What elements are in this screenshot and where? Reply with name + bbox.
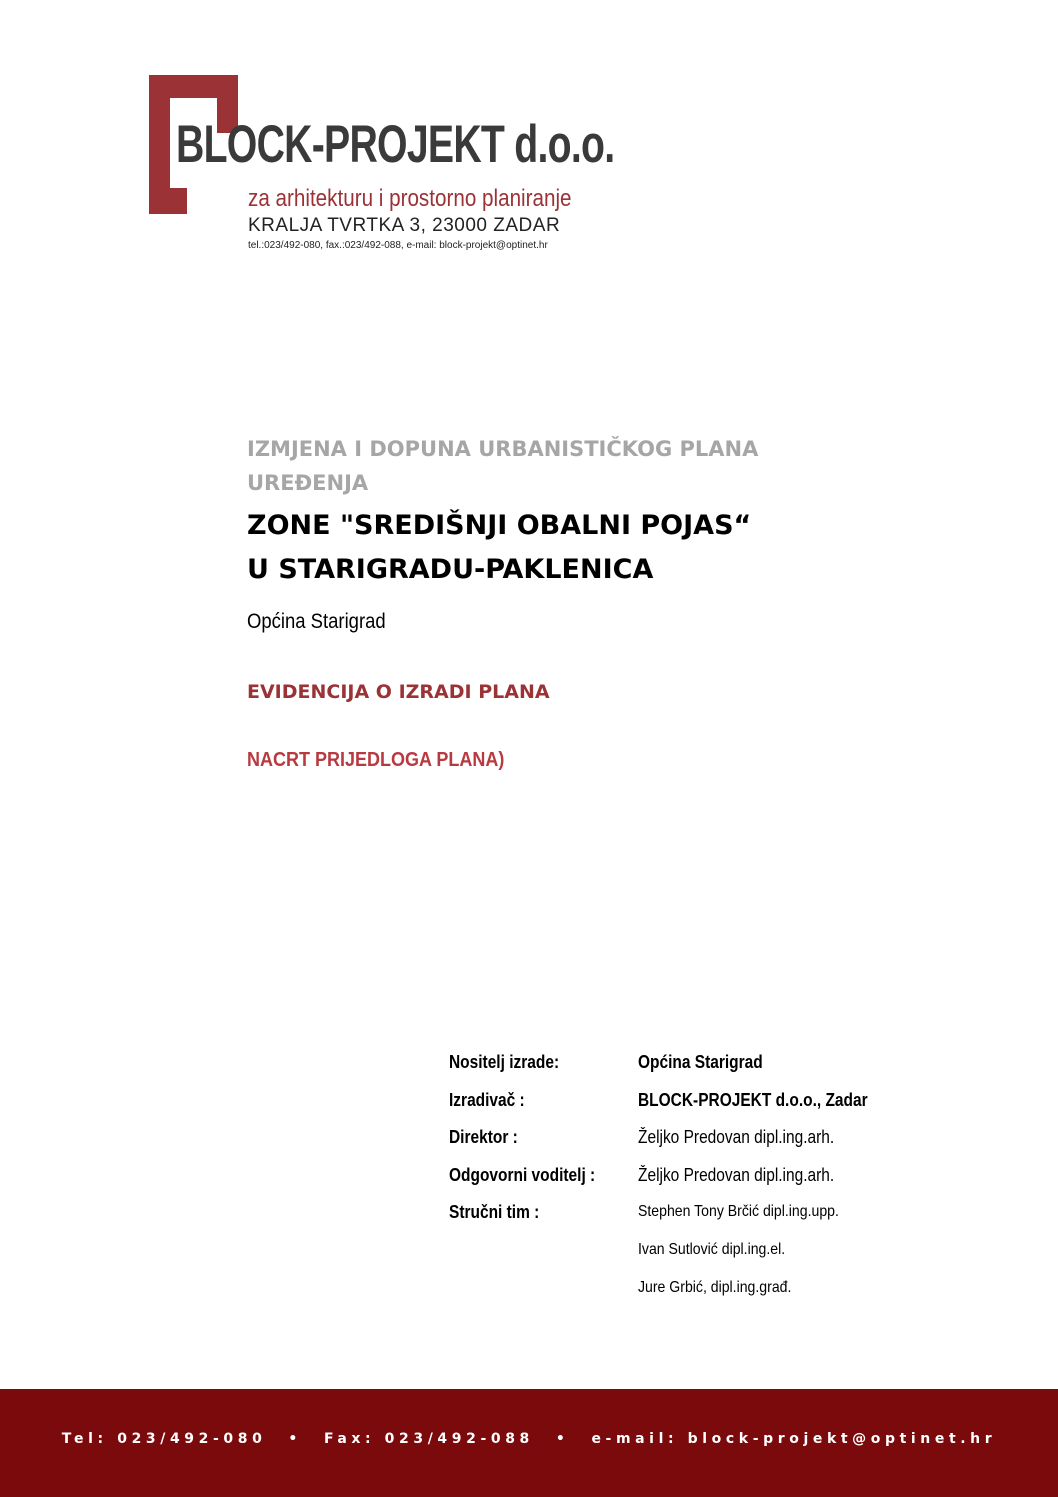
project-info-table: [449, 1048, 1009, 1311]
plan-main-line-1: ZONE "SREDIŠNJI OBALNI POJAS“: [247, 510, 752, 541]
municipality-name: Općina Starigrad: [247, 610, 386, 633]
info-label-maker: Izradivač :: [449, 1089, 525, 1110]
logo-contact-line: tel.:023/492-080, fax.:023/492-088, e-mail: block-projekt@optinet.hr: [248, 240, 548, 251]
footer-bar: [0, 1389, 1058, 1497]
info-label-director: Direktor :: [449, 1127, 518, 1148]
footer-separator: •: [288, 1431, 302, 1447]
info-row-maker: [449, 1086, 1009, 1124]
info-row-team-3: [449, 1274, 1009, 1312]
document-phase-label: NACRT PRIJEDLOGA PLANA): [247, 749, 505, 771]
footer-email: e-mail: block-projekt@optinet.hr: [591, 1431, 997, 1447]
logo-subtitle: za arhitekturu i prostorno planiranje: [248, 185, 572, 212]
info-value-team-member-1: Stephen Tony Brčić dipl.ing.upp.: [638, 1203, 839, 1221]
info-value-maker: BLOCK-PROJEKT d.o.o., Zadar: [638, 1089, 868, 1110]
info-label-team: Stručni tim :: [449, 1202, 540, 1223]
info-row-director: [449, 1123, 1009, 1161]
plan-title-line-2: UREĐENJA: [247, 471, 369, 495]
info-value-team-member-3: Jure Grbić, dipl.ing.građ.: [638, 1278, 792, 1296]
logo-company-name: BLOCK-PROJEKT d.o.o.: [176, 115, 615, 174]
footer-separator: •: [555, 1431, 570, 1447]
info-label-lead: Odgovorni voditelj :: [449, 1164, 596, 1185]
logo-frame-bottom-stub: [149, 188, 187, 214]
footer-fax: Fax: 023/492-088: [323, 1431, 534, 1447]
info-row-lead: [449, 1161, 1009, 1199]
info-value-lead: Željko Predovan dipl.ing.arh.: [638, 1164, 835, 1185]
plan-title-grey: [247, 432, 907, 500]
section-heading-evidence: EVIDENCIJA O IZRADI PLANA: [247, 681, 550, 703]
plan-main-line-2: U STARIGRADU-PAKLENICA: [247, 554, 654, 585]
plan-title-main: [247, 504, 947, 592]
footer-contact-line: [0, 1427, 1058, 1451]
info-row-holder: [449, 1048, 1009, 1086]
info-value-director: Željko Predovan dipl.ing.arh.: [638, 1127, 835, 1148]
footer-tel: Tel: 023/492-080: [61, 1431, 267, 1447]
info-row-team-2: [449, 1236, 1009, 1274]
company-logo: [149, 75, 619, 255]
info-row-team: [449, 1198, 1009, 1236]
plan-title-line-1: IZMJENA I DOPUNA URBANISTIČKOG PLANA: [247, 437, 759, 461]
info-value-team-member-2: Ivan Sutlović dipl.ing.el.: [638, 1240, 786, 1258]
logo-address: KRALJA TVRTKA 3, 23000 ZADAR: [248, 215, 561, 236]
info-label-holder: Nositelj izrade:: [449, 1052, 560, 1072]
info-value-holder: Općina Starigrad: [638, 1052, 763, 1072]
